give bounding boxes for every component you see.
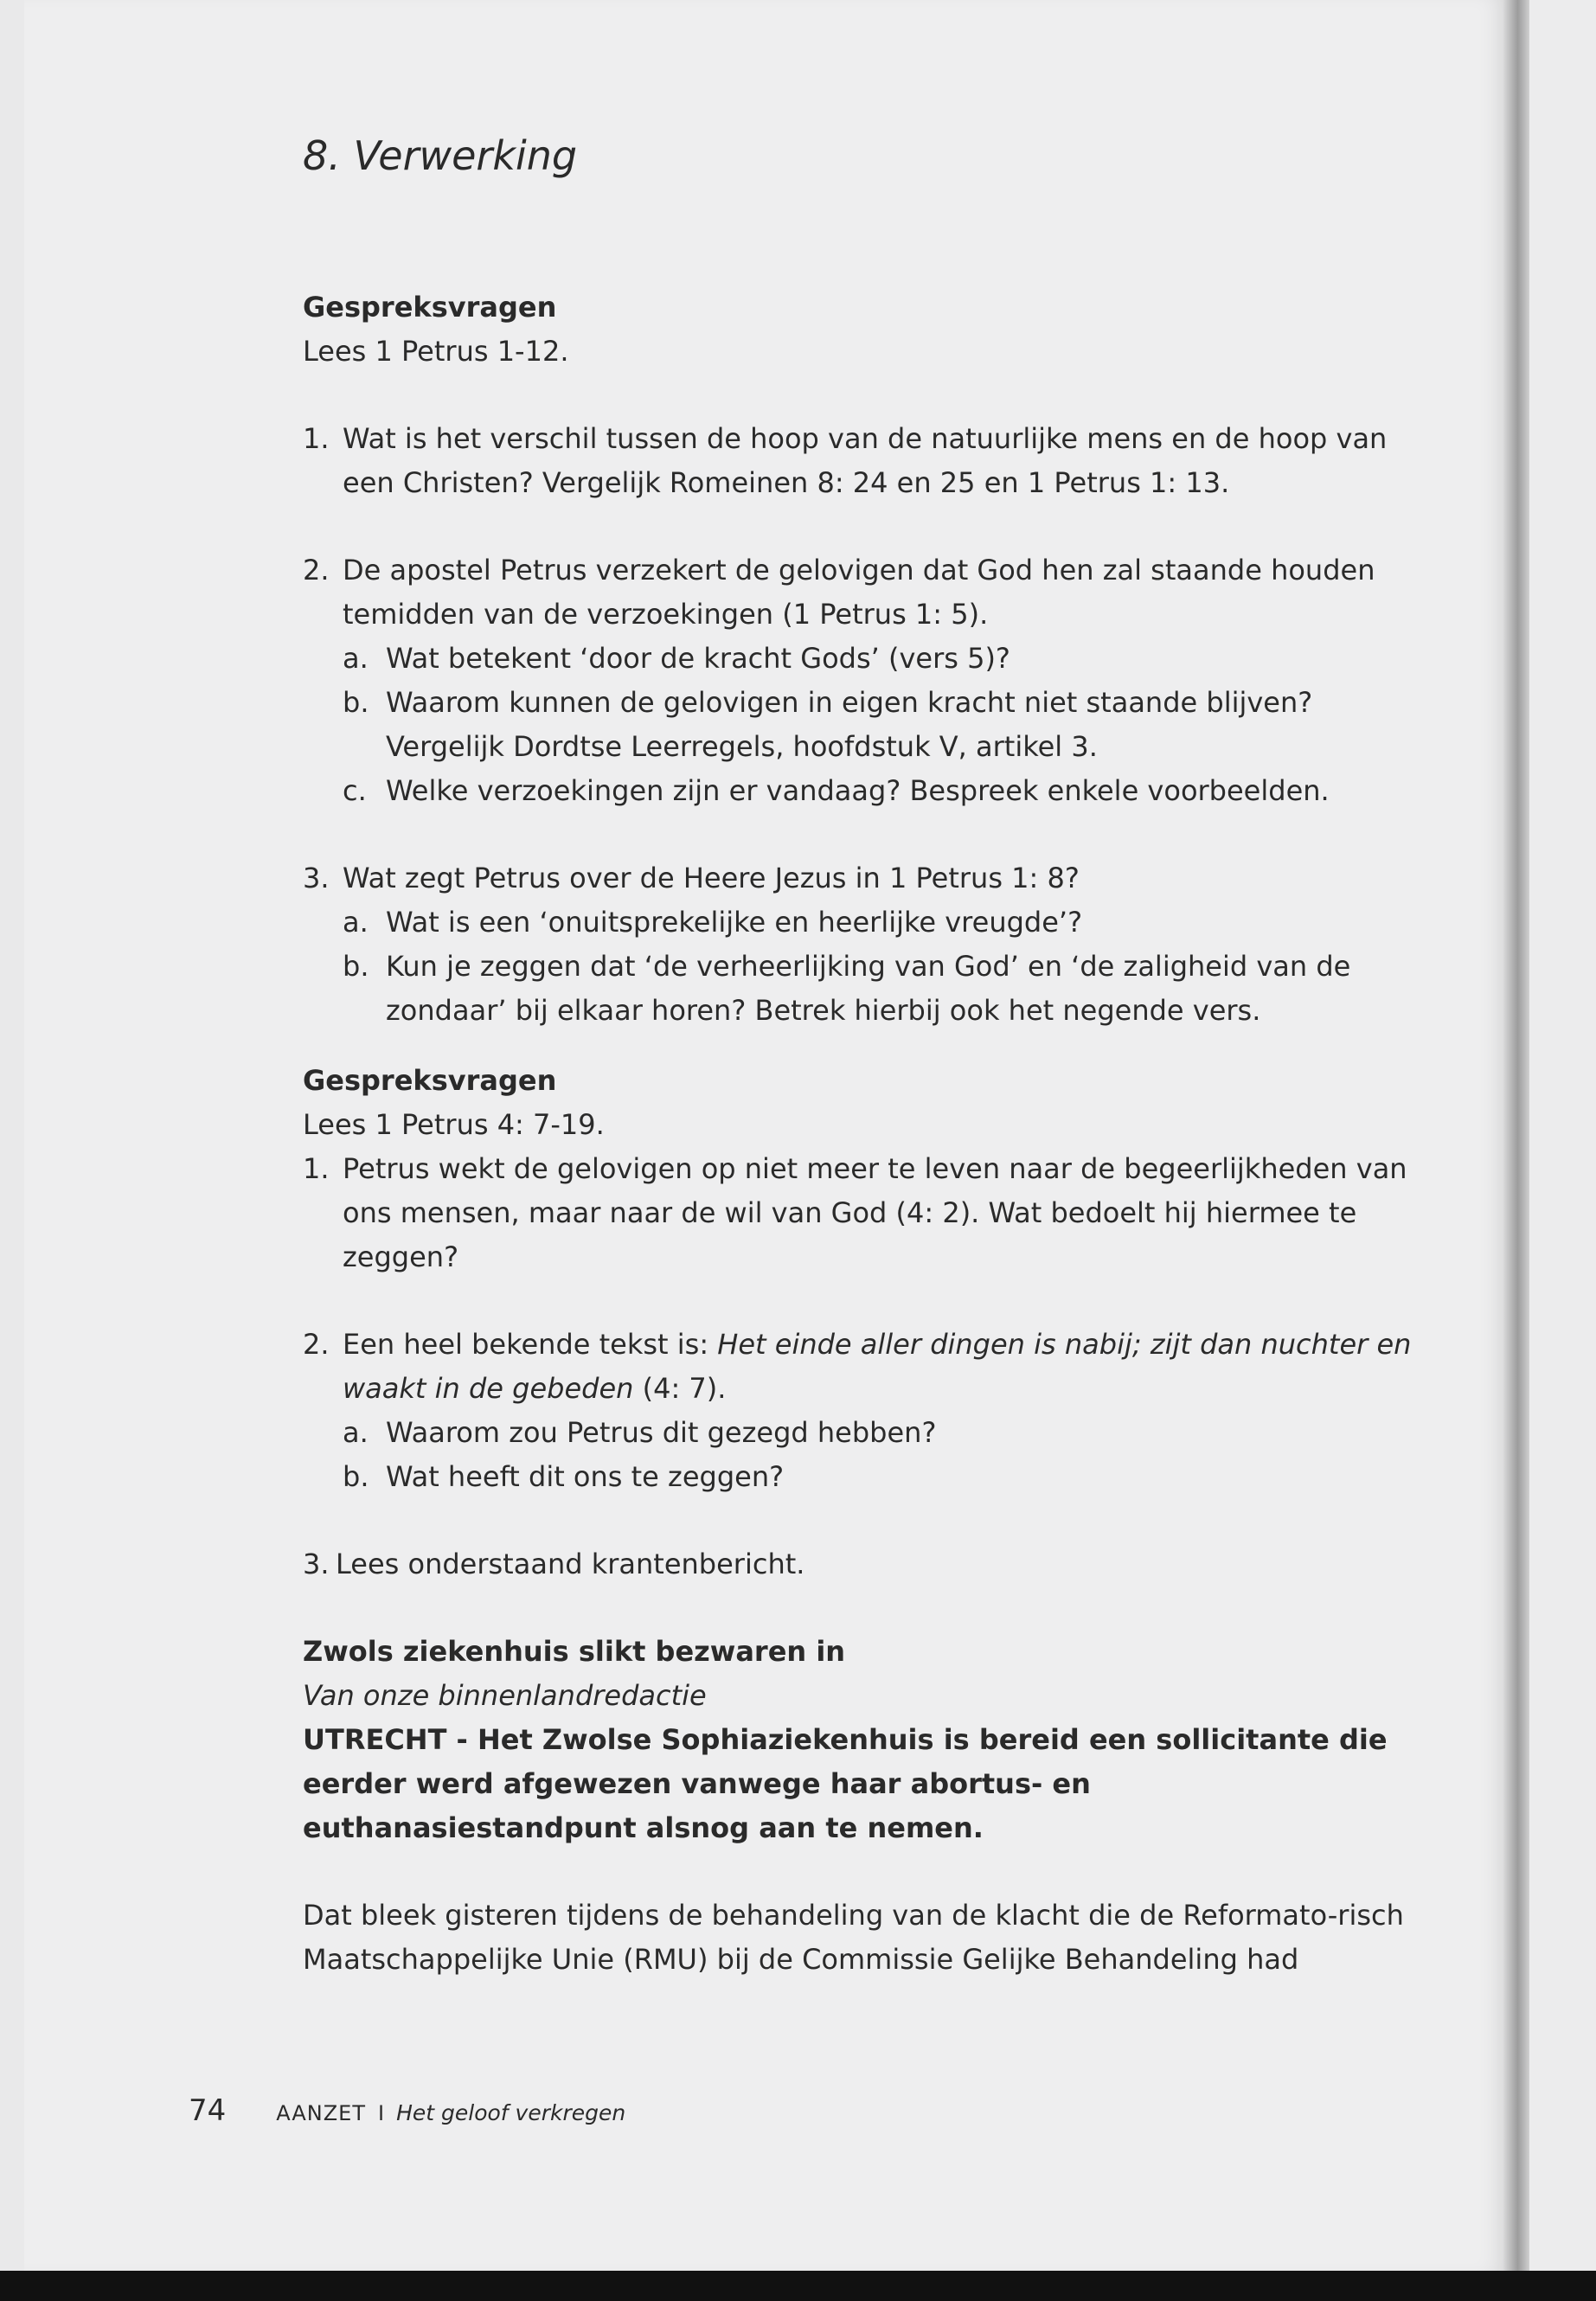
bible-quote: Het einde aller dingen is nabij; zijt dan nuchter en waakt in de gebeden — [343, 1328, 1412, 1405]
question-number: 1. — [303, 422, 330, 455]
section-heading: Gespreksvragen — [303, 291, 557, 324]
page-footer — [189, 2093, 625, 2131]
sub-question — [343, 637, 1419, 681]
question-text: Wat is het verschil tussen de hoop van de natuurlijke mens en de hoop van een Christen? Vergelijk Romeinen 8: 24 en 25 en 1 Petrus 1: 13. — [343, 422, 1388, 499]
sub-question-text: Wat is een ‘onuitsprekelijke en heerlijke vreugde’? — [386, 906, 1083, 939]
page-number: 74 — [189, 2093, 227, 2128]
question-1 — [303, 417, 1419, 505]
question-text: De apostel Petrus verzekert de gelovigen dat God hen zal staande houden temidden van de verzoekingen (1 Petrus 1: 5). — [343, 554, 1375, 631]
sub-question-text: Waarom kunnen de gelovigen in eigen kracht niet staande blijven? Vergelijk Dordtse Leerregels, hoofdstuk V, artikel 3. — [386, 686, 1313, 763]
news-byline: Van onze binnenlandredactie — [303, 1679, 707, 1712]
question-text: Petrus wekt de gelovigen op niet meer te leven naar de begeerlijkheden van ons mensen, maar naar de wil van God (4: 2). Wat bedoelt hij hiermee te zeggen? — [343, 1152, 1407, 1273]
question-text: Lees onderstaand krantenbericht. — [336, 1548, 805, 1580]
question-intro: Een heel bekende tekst is: — [343, 1328, 718, 1361]
page-content — [303, 130, 1419, 1982]
section-heading: Gespreksvragen — [303, 1064, 557, 1097]
news-title: Zwols ziekenhuis slikt bezwaren in — [303, 1635, 846, 1668]
question-number: 1. — [303, 1152, 330, 1185]
sub-question-text: Kun je zeggen dat ‘de verheerlijking van God’ en ‘de zaligheid van de zondaar’ bij elkaar horen? Betrek hierbij ook het negende vers. — [386, 950, 1351, 1027]
reading-reference: Lees 1 Petrus 1-12. — [303, 335, 569, 368]
sub-question-letter: a. — [343, 642, 369, 675]
question-1 — [303, 1147, 1419, 1279]
sub-question-text: Welke verzoekingen zijn er vandaag? Bespreek enkele voorbeelden. — [386, 774, 1330, 807]
book-title: Het geloof verkregen — [396, 2100, 626, 2125]
sub-question-letter: b. — [343, 1460, 369, 1493]
sub-question — [343, 769, 1419, 813]
sub-question — [343, 1411, 1419, 1455]
scan-border — [0, 2271, 1596, 2301]
question-number: 2. — [303, 554, 330, 586]
sub-question — [343, 945, 1419, 1033]
book-spine — [1503, 0, 1529, 2271]
sub-question-text: Wat betekent ‘door de kracht Gods’ (vers 5)? — [386, 642, 1010, 675]
question-2 — [303, 548, 1419, 813]
question-number: 3. — [303, 1548, 330, 1580]
sub-question-letter: a. — [343, 906, 369, 939]
sub-question-letter: b. — [343, 686, 369, 719]
chapter-title: 8. Verwerking — [303, 132, 578, 179]
footer-separator: I — [378, 2101, 385, 2125]
facing-page-edge — [1529, 0, 1596, 2271]
sub-question-letter: c. — [343, 774, 367, 807]
question-3 — [303, 856, 1419, 1033]
sub-question-letter: b. — [343, 950, 369, 983]
news-lead: UTRECHT - Het Zwolse Sophiaziekenhuis is bereid een sollicitante die eerder werd afgewezen vanwege haar abortus- en euthanasiestandpunt alsnog aan te nemen. — [303, 1723, 1388, 1844]
question-text: Wat zegt Petrus over de Heere Jezus in 1 Petrus 1: 8? — [343, 862, 1080, 894]
question-3 — [303, 1542, 1419, 1586]
series-name: AANZET — [276, 2101, 366, 2125]
reading-reference: Lees 1 Petrus 4: 7-19. — [303, 1108, 605, 1141]
sub-question-text: Waarom zou Petrus dit gezegd hebben? — [386, 1416, 937, 1449]
question-text — [343, 1323, 1419, 1411]
question-2 — [303, 1323, 1419, 1499]
sub-question — [343, 1455, 1419, 1499]
news-article — [303, 1630, 1419, 1982]
sub-question-text: Wat heeft dit ons te zeggen? — [386, 1460, 785, 1493]
question-number: 3. — [303, 862, 330, 894]
news-body: Dat bleek gisteren tijdens de behandeling van de klacht die de Reformato-risch Maatschappelijke Unie (RMU) bij de Commissie Gelijke Behandeling had — [303, 1899, 1404, 1976]
sub-question — [343, 901, 1419, 945]
sub-question-letter: a. — [343, 1416, 369, 1449]
bible-reference: (4: 7). — [633, 1372, 727, 1405]
sub-question — [343, 681, 1419, 769]
question-number: 2. — [303, 1328, 330, 1361]
